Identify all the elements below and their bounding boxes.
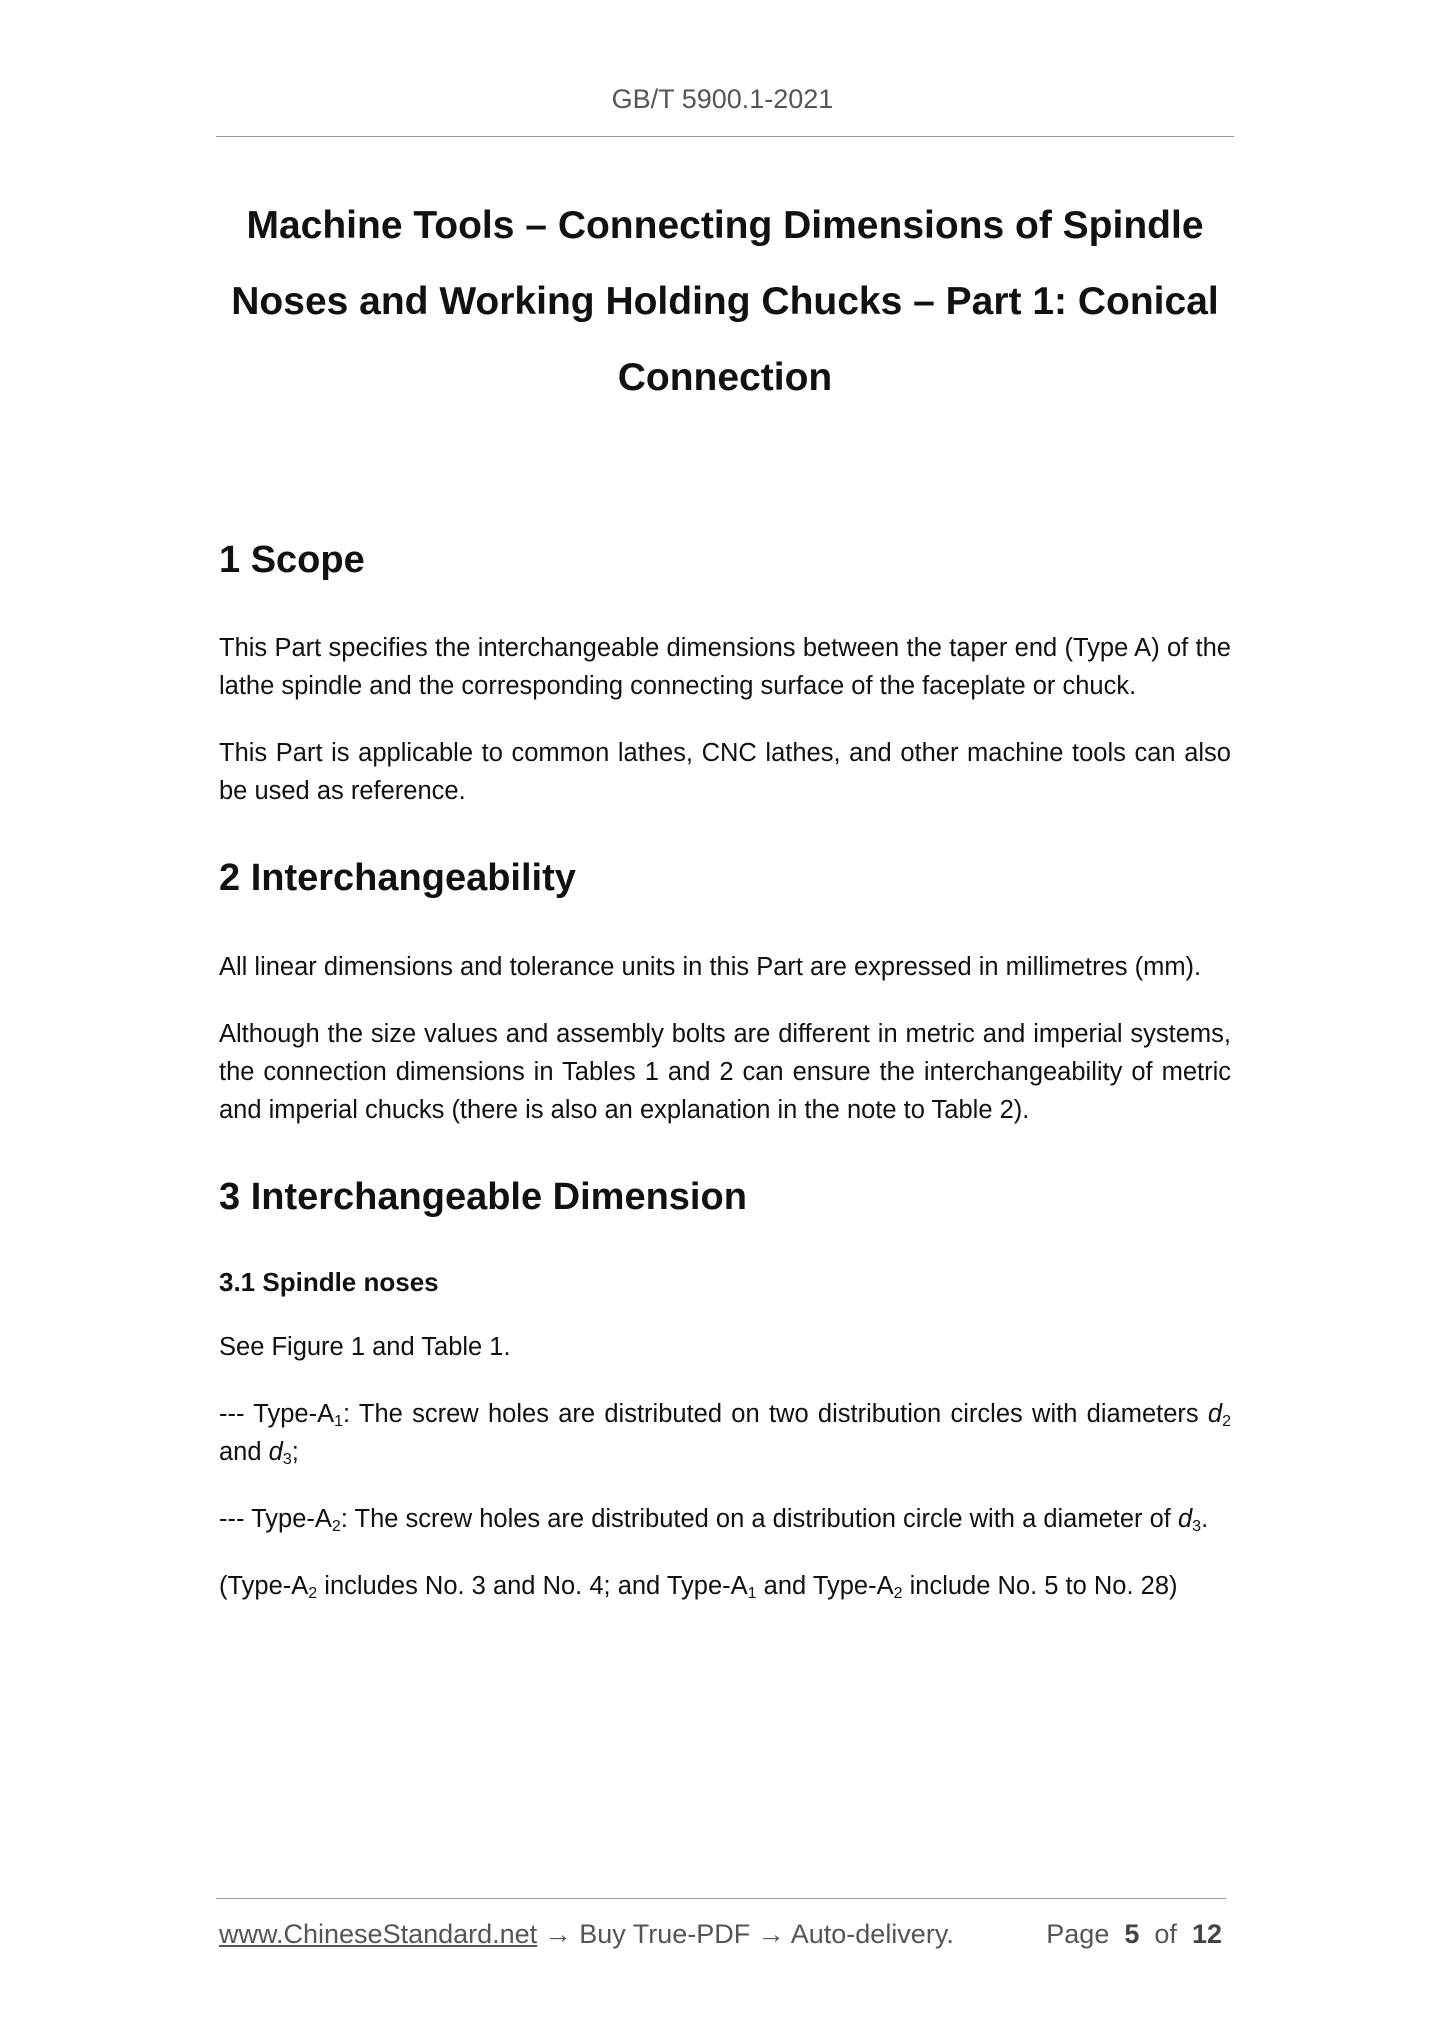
- title-line-2: Noses and Working Holding Chucks – Part 1: Conical: [231, 280, 1219, 323]
- type-a2-paragraph: --- Type-$A_2$: The screw holes are distributed on a distribution circle with a diameter of $d_3$.: [219, 1504, 1209, 1535]
- header-divider: [216, 136, 1234, 137]
- document-title: [216, 188, 1234, 416]
- scope-paragraph-1: This Part specifies the interchangeable dimensions between the taper end (Type A) of the lathe spindle and the corresponding connecting surface of the faceplate or chuck.: [219, 634, 1231, 701]
- section-heading-dimension: 3 Interchangeable Dimension: [219, 1175, 747, 1218]
- footer-tagline: → Buy True-PDF → Auto-delivery.: [537, 1919, 954, 1949]
- page-indicator: Page 5 of 12: [1046, 1919, 1222, 1949]
- subsection-heading-spindle-noses: 3.1 Spindle noses: [219, 1267, 439, 1298]
- interchangeability-paragraph-1: All linear dimensions and tolerance units in this Part are expressed in millimetres (mm).: [219, 952, 1202, 981]
- document-code-header: GB/T 5900.1-2021: [611, 84, 834, 114]
- scope-paragraph-2: This Part is applicable to common lathes, CNC lathes, and other machine tools can also be used as reference.: [219, 739, 1231, 806]
- page-footer: [219, 1919, 1222, 1950]
- website-link[interactable]: www.ChineseStandard.net: [219, 1919, 538, 1949]
- section-interchangeability: [219, 854, 1231, 1128]
- section-heading-scope: 1 Scope: [219, 539, 365, 581]
- document-body: [219, 536, 1231, 1634]
- section-interchangeable-dimension: [219, 1173, 1231, 1605]
- section-heading-interchangeability: 2 Interchangeability: [219, 857, 576, 900]
- type-a1-paragraph: --- Type-$A_1$: The screw holes are distributed on two distribution circles with diameters $d_2$ and $d_3$;: [219, 1399, 1232, 1468]
- footer-divider: [216, 1898, 1226, 1899]
- current-page-number: 5: [1124, 1919, 1140, 1949]
- total-pages-number: 12: [1191, 1919, 1222, 1949]
- interchangeability-paragraph-2: Although the size values and assembly bolts are different in metric and imperial systems, the connection dimensions in Tables 1 and 2 can ensure the interchangeability of metric and imperial chucks (there is also an explanation in the note to Table 2).: [219, 1019, 1231, 1124]
- section-scope: [219, 536, 1231, 810]
- title-line-1: Machine Tools – Connecting Dimensions of Spindle: [246, 204, 1204, 247]
- type-note-paragraph: ($Type-A_2$ includes No. 3 and No. 4; and Type-$A_1$ and Type-$A_2$ include No. 5 to No. 28): [219, 1571, 1178, 1602]
- title-line-3: Connection: [617, 356, 833, 399]
- see-figure-paragraph: See Figure 1 and Table 1.: [219, 1332, 511, 1361]
